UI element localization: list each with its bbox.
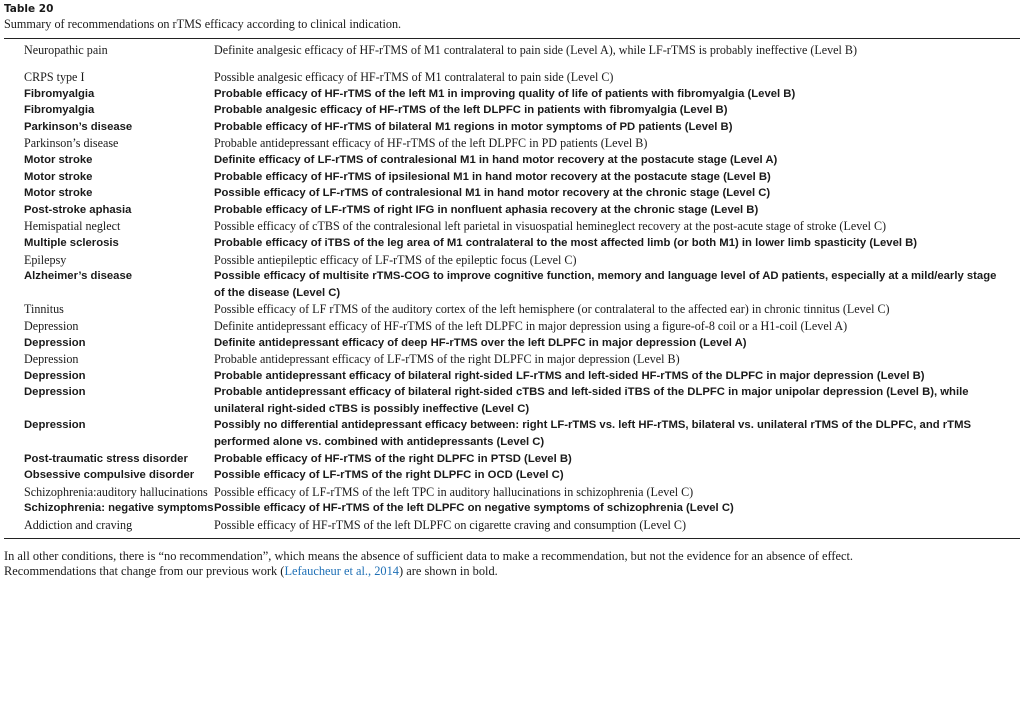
row-indication: Post-stroke aphasia (24, 203, 132, 216)
row-indication: Depression (24, 369, 86, 382)
table-row (4, 335, 1020, 352)
table-row (4, 318, 1020, 335)
row-indication: Parkinson’s disease (24, 120, 133, 133)
row-recommendation: Probable efficacy of HF-rTMS of the right DLPFC in PTSD (Level B) (214, 452, 572, 465)
table-row (4, 86, 1020, 103)
row-recommendation: Possible efficacy of HF-rTMS of the left DLPFC on negative symptoms of schizophrenia (Level C) (214, 502, 734, 515)
row-recommendation: Probable efficacy of HF-rTMS of the left M1 in improving quality of life of patients with fibromyalgia (Level B) (214, 87, 796, 100)
row-indication: Motor stroke (24, 153, 93, 166)
row-recommendation: Probable antidepressant efficacy of bilateral right-sided LF-rTMS and left-sided HF-rTMS of the DLPFC in major depression (Level B) (214, 369, 925, 382)
table-row (4, 500, 1020, 517)
reference-link[interactable]: Lefaucheur et al., 2014 (284, 564, 399, 579)
table-row (4, 63, 1020, 86)
table-row (4, 252, 1020, 269)
row-recommendation: Possible efficacy of LF-rTMS of contralesional M1 in hand motor recovery at the chronic stage (Level C) (214, 187, 771, 200)
table-row (4, 484, 1020, 501)
table-row (4, 119, 1020, 136)
row-recommendation: Probable efficacy of HF-rTMS of ipsilesional M1 in hand motor recovery at the postacute stage (Level B) (214, 170, 771, 183)
row-recommendation: Probable efficacy of iTBS of the leg area of M1 contralateral to the most affected limb (or both M1) in lower limb spasticity (Level B) (214, 236, 918, 249)
header-indication: Neuropathic pain (24, 43, 108, 57)
footnote-line-1: In all other conditions, there is “no recommendation”, which means the absence of sufficient data to make a recommendation, but not the evidence for an absence of effect. (4, 548, 854, 563)
footnote-line-2 (4, 564, 1020, 580)
table-row (4, 517, 1020, 538)
row-indication: Epilepsy (24, 252, 67, 267)
row-recommendation: Probable antidepressant efficacy of HF-rTMS of the left DLPFC in PD patients (Level B) (214, 136, 648, 151)
table-row (4, 218, 1020, 235)
table-row (4, 235, 1020, 252)
row-indication: Multiple sclerosis (24, 236, 119, 249)
row-indication: Schizophrenia:auditory hallucinations (24, 484, 208, 499)
table-row (4, 102, 1020, 119)
row-indication: Schizophrenia: negative symptoms (24, 502, 214, 515)
table-row (4, 417, 1020, 450)
table-row (4, 169, 1020, 186)
row-recommendation: Possible efficacy of multisite rTMS-COG to improve cognitive function, memory and language level of AD patients, especially at a mild/early stage of the disease (Level C) (214, 270, 997, 299)
table-row (4, 202, 1020, 219)
row-indication: Fibromyalgia (24, 87, 95, 100)
row-indication: Parkinson’s disease (24, 136, 119, 151)
row-recommendation: Definite efficacy of LF-rTMS of contralesional M1 in hand motor recovery at the postacute stage (Level A) (214, 153, 778, 166)
table-row (4, 351, 1020, 368)
row-recommendation: Possible antiepileptic efficacy of LF-rTMS of the epileptic focus (Level C) (214, 252, 577, 267)
footnote-suffix: ) are shown in bold. (399, 564, 498, 579)
row-indication: Alzheimer’s disease (24, 270, 133, 283)
row-indication: Motor stroke (24, 170, 93, 183)
row-recommendation: Definite antidepressant efficacy of deep HF-rTMS over the left DLPFC in major depression (Level A) (214, 336, 747, 349)
row-indication: Depression (24, 336, 86, 349)
row-indication: Addiction and craving (24, 518, 133, 533)
row-indication: Depression (24, 352, 79, 367)
table-row (4, 301, 1020, 318)
table-row (4, 384, 1020, 417)
header-recommendation: Definite analgesic efficacy of HF-rTMS of M1 contralateral to pain side (Level A), while LF-rTMS is probably ineffective (Level B) (214, 43, 858, 57)
table-footnote (4, 549, 1020, 580)
table-row (4, 152, 1020, 169)
row-recommendation: Possible efficacy of cTBS of the contralesional left parietal in visuospatial hemineglect recovery at the post-acute stage of stroke (Level C) (214, 219, 887, 234)
row-recommendation: Possible analgesic efficacy of HF-rTMS of M1 contralateral to pain side (Level C) (214, 70, 614, 84)
row-indication: Fibromyalgia (24, 104, 95, 117)
row-indication: Obsessive compulsive disorder (24, 469, 195, 482)
row-recommendation: Possible efficacy of LF-rTMS of the right DLPFC in OCD (Level C) (214, 469, 564, 482)
row-indication: Motor stroke (24, 187, 93, 200)
table-row (4, 135, 1020, 152)
row-recommendation: Probable antidepressant efficacy of LF-rTMS of the right DLPFC in major depression (Level B) (214, 352, 680, 367)
table-caption: Summary of recommendations on rTMS efficacy according to clinical indication. (4, 17, 402, 31)
row-recommendation: Probable analgesic efficacy of HF-rTMS of the left DLPFC in patients with fibromyalgia (Level B) (214, 104, 728, 117)
row-indication: Depression (24, 386, 86, 399)
row-recommendation: Possibly no differential antidepressant efficacy between: right LF-rTMS vs. left HF-rTMS, bilateral vs. unilateral rTMS of the DLPFC, and rTMS performed alone vs. combined with antidepressants (Level C) (214, 419, 972, 449)
row-recommendation: Probable antidepressant efficacy of bilateral right-sided cTBS and left-sided iTBS of the DLPFC in major unipolar depression (Level B), while unilateral right-sided cTBS is possibly ineffective (Level C) (214, 386, 969, 415)
row-indication: CRPS type I (24, 70, 85, 84)
table-body (4, 63, 1020, 538)
row-recommendation: Possible efficacy of HF-rTMS of the left DLPFC on cigarette craving and consumption (Level C) (214, 518, 686, 533)
row-indication: Post-traumatic stress disorder (24, 452, 188, 465)
footnote-prefix: Recommendations that change from our previous work ( (4, 564, 285, 579)
bottom-rule (4, 538, 1020, 539)
table-container (4, 3, 1020, 580)
row-recommendation: Definite antidepressant efficacy of HF-rTMS of the left DLPFC in major depression using a figure-of-8 coil or a H1-coil (Level A) (214, 318, 848, 333)
row-recommendation: Probable efficacy of HF-rTMS of bilateral M1 regions in motor symptoms of PD patients (Level B) (214, 120, 733, 133)
row-indication: Tinnitus (24, 302, 64, 317)
table-row (4, 467, 1020, 484)
row-recommendation: Possible efficacy of LF-rTMS of the left TPC in auditory hallucinations in schizophrenia (Level C) (214, 484, 694, 499)
table-row (4, 268, 1020, 301)
table-row (4, 368, 1020, 385)
row-indication: Depression (24, 318, 79, 333)
table-row (4, 185, 1020, 202)
recommendations-table (4, 39, 1020, 538)
row-indication: Hemispatial neglect (24, 219, 121, 234)
table-row (4, 451, 1020, 468)
table-header (4, 39, 1020, 63)
table-title: Table 20 (4, 3, 54, 15)
row-indication: Depression (24, 419, 86, 432)
row-recommendation: Possible efficacy of LF rTMS of the auditory cortex of the left hemisphere (or contralateral to the affected ear) in chronic tinnitus (Level C) (214, 302, 890, 317)
row-recommendation: Probable efficacy of LF-rTMS of right IFG in nonfluent aphasia recovery at the chronic stage (Level B) (214, 203, 759, 216)
